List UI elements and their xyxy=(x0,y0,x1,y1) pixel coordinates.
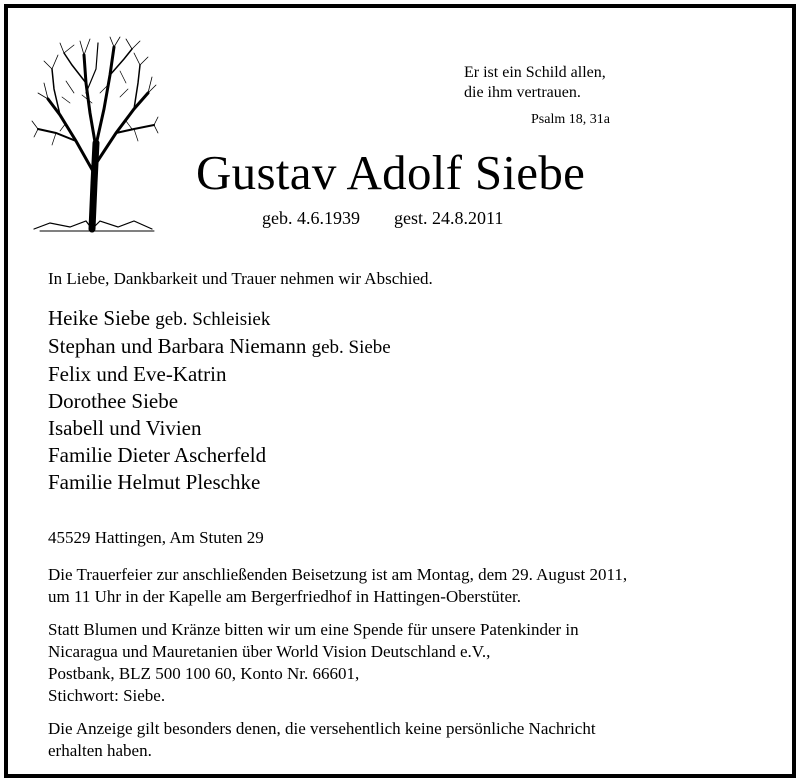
farewell-text: In Liebe, Dankbarkeit und Trauer nehmen wir Abschied. xyxy=(48,269,433,288)
mourner-name: Felix und Eve-Katrin xyxy=(48,362,227,386)
text-line: Statt Blumen und Kränze bitten wir um eine Spende für unsere Patenkinder in xyxy=(48,620,579,639)
mourner-entry xyxy=(48,388,391,415)
mourner-entry xyxy=(48,442,391,469)
text-line: erhalten haben. xyxy=(48,741,152,760)
mourner-entry xyxy=(48,305,391,333)
mourner-entry xyxy=(48,361,391,388)
text-line: Die Trauerfeier zur anschließenden Beisetzung ist am Montag, dem 29. August 2011, xyxy=(48,565,628,584)
notice-text xyxy=(48,718,596,762)
mourner-entry xyxy=(48,333,391,361)
death-date: gest. 24.8.2011 xyxy=(394,208,504,228)
birth-date: geb. 4.6.1939 xyxy=(262,208,360,228)
bible-verse xyxy=(464,63,610,127)
mourner-name: Heike Siebe xyxy=(48,306,151,330)
mourner-birth-name: geb. Schleisiek xyxy=(155,309,271,330)
mourner-name: Familie Dieter Ascherfeld xyxy=(48,443,267,467)
mourner-entry xyxy=(48,415,391,442)
mourner-name: Isabell und Vivien xyxy=(48,416,202,440)
mourner-name: Dorothee Siebe xyxy=(48,389,179,413)
mourner-name: Familie Helmut Pleschke xyxy=(48,470,261,494)
mourner-birth-name: geb. Siebe xyxy=(311,337,391,358)
mourners-list xyxy=(48,305,391,496)
text-line: Stichwort: Siebe. xyxy=(48,686,166,705)
tree-icon xyxy=(30,33,160,233)
verse-line: Er ist ein Schild allen, xyxy=(464,64,606,81)
mourner-entry xyxy=(48,469,391,496)
funeral-details xyxy=(48,564,627,608)
text-line: Postbank, BLZ 500 100 60, Konto Nr. 66601, xyxy=(48,664,360,683)
verse-line: die ihm vertrauen. xyxy=(464,84,581,101)
text-line: Die Anzeige gilt besonders denen, die versehentlich keine persönliche Nachricht xyxy=(48,719,596,738)
family-address: 45529 Hattingen, Am Stuten 29 xyxy=(48,528,264,547)
verse-reference: Psalm 18, 31a xyxy=(531,112,610,127)
life-dates xyxy=(262,208,503,229)
text-line: Nicaragua und Mauretanien über World Vision Deutschland e.V., xyxy=(48,642,491,661)
text-line: um 11 Uhr in der Kapelle am Bergerfriedhof in Hattingen-Oberstüter. xyxy=(48,587,522,606)
mourner-name: Stephan und Barbara Niemann xyxy=(48,334,307,358)
obituary-frame xyxy=(4,4,796,778)
deceased-name: Gustav Adolf Siebe xyxy=(196,145,586,200)
donation-request xyxy=(48,619,579,707)
